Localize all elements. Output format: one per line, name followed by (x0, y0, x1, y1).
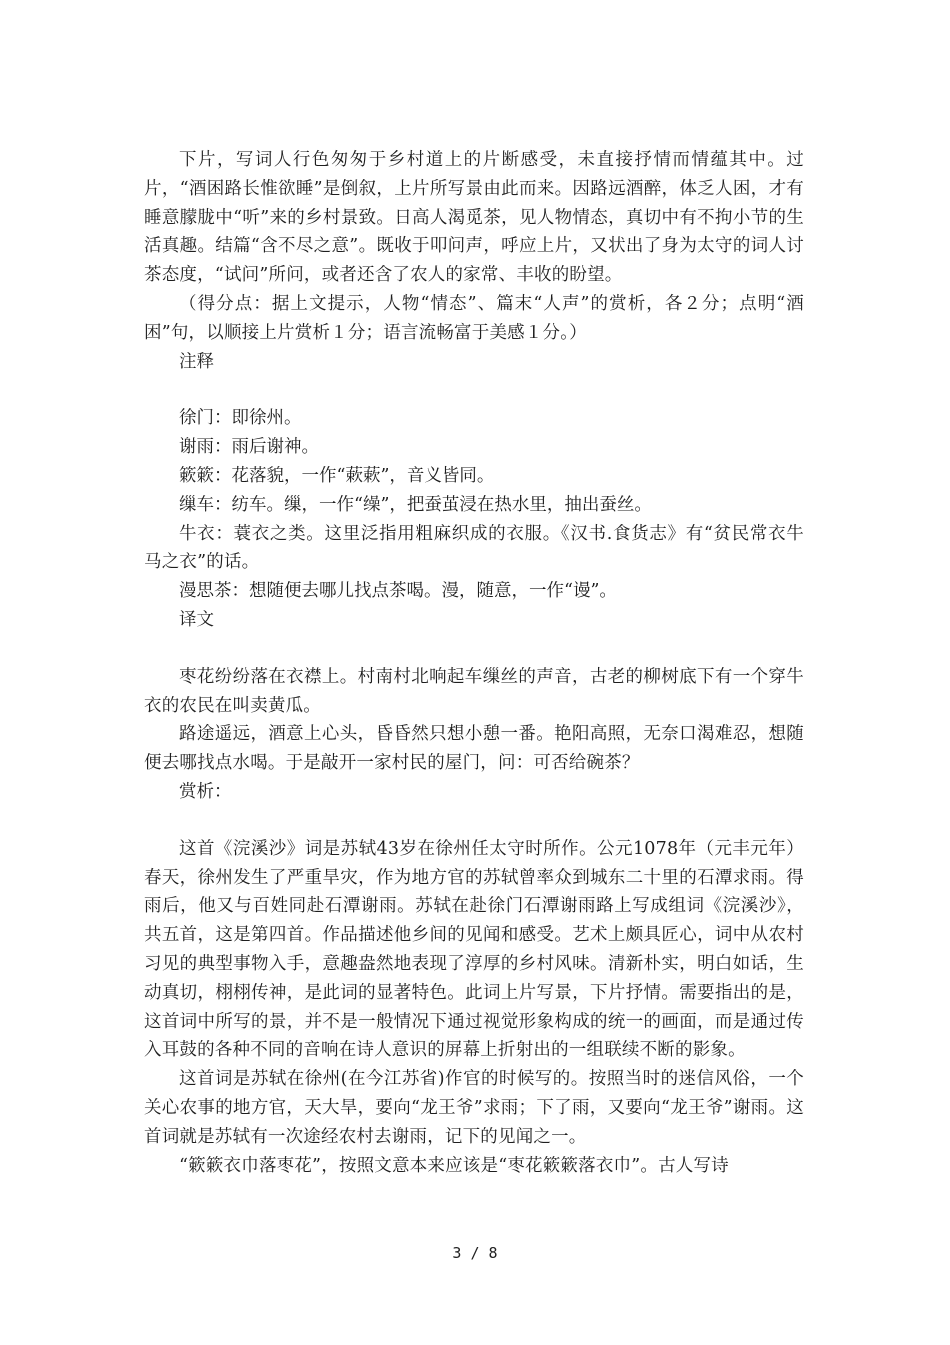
translation-heading: 译文 (179, 609, 214, 630)
note-item: 牛衣：蓑衣之类。这里泛指用粗麻织成的衣服。《汉书.食货志》有“贫民常衣牛马之衣”的话。 (144, 523, 804, 573)
note-item: 谢雨：雨后谢神。 (179, 437, 319, 458)
note-item: 漫思茶：想随便去哪儿找点茶喝。漫，随意，一作“谩”。 (179, 581, 617, 602)
appreciation-paragraph: “簌簌衣巾落枣花”，按照文意本来应该是“枣花簌簌落衣巾”。古人写诗 (179, 1155, 729, 1176)
notes-heading: 注释 (179, 351, 214, 372)
appreciation-paragraph: 这首词是苏轼在徐州(在今江苏省)作官的时候写的。按照当时的迷信风俗，一个关心农事的地方官，天大旱，要向“龙王爷”求雨；下了雨，又要向“龙王爷”谢雨。这首词就是苏轼有一次途经农村去谢雨，记下的见闻之一。 (144, 1069, 804, 1147)
document-body (144, 146, 804, 1180)
spacer (144, 376, 804, 404)
appreciation-paragraph: 这首《浣溪沙》词是苏轼43岁在徐州任太守时所作。公元1078年（元丰元年）春天，徐州发生了严重旱灾，作为地方官的苏轼曾率众到城东二十里的石潭求雨。得雨后，他又与百姓同赴石潭谢雨。苏轼在赴徐门石潭谢雨路上写成组词《浣溪沙》，共五首，这是第四首。作品描述他乡间的见闻和感受。艺术上颇具匠心，词中从农村习见的典型事物入手，意趣盎然地表现了淳厚的乡村风味。清新朴实，明白如话，生动真切，栩栩传神，是此词的显著特色。此词上片写景，下片抒情。需要指出的是，这首词中所写的景，并不是一般情况下通过视觉形象构成的统一的画面，而是通过传入耳鼓的各种不同的音响在诗人意识的屏幕上折射出的一组联续不断的影象。 (144, 838, 804, 1061)
analysis-paragraph: 下片，写词人行色匆匆于乡村道上的片断感受，未直接抒情而情蕴其中。过片，“酒困路长惟欲睡”是倒叙，上片所写景由此而来。因路远酒醉，体乏人困，才有睡意朦胧中“听”来的乡村景致。日高人渴觅茶，见人物情态，真切中有不拘小节的生活真趣。结篇“含不尽之意”。既收于叩问声，呼应上片，又状出了身为太守的词人讨茶态度，“试问”所问，或者还含了农人的家常、丰收的盼望。 (144, 150, 804, 286)
translation-paragraph: 路途遥远，酒意上心头，昏昏然只想小憩一番。艳阳高照，无奈口渴难忍，想随便去哪找点水喝。于是敲开一家村民的屋门，问：可否给碗茶？ (144, 724, 804, 774)
scoring-note: （得分点：据上文提示，人物“情态”、篇末“人声”的赏析，各２分；点明“酒困”句，以顺接上片赏析１分；语言流畅富于美感１分。） (144, 293, 804, 343)
appreciation-heading: 赏析： (179, 781, 232, 802)
note-item: 徐门：即徐州。 (179, 408, 302, 429)
spacer (144, 807, 804, 835)
note-item: 缫车：纺车。缫，一作“缲”，把蚕茧浸在热水里，抽出蚕丝。 (179, 494, 652, 515)
spacer (144, 635, 804, 663)
page-number: 3 / 8 (452, 1244, 498, 1262)
translation-paragraph: 枣花纷纷落在衣襟上。村南村北响起车缫丝的声音，古老的柳树底下有一个穿牛衣的农民在叫卖黄瓜。 (144, 666, 804, 716)
note-item: 簌簌：花落貌，一作“蔌蔌”，音义皆同。 (179, 465, 495, 486)
